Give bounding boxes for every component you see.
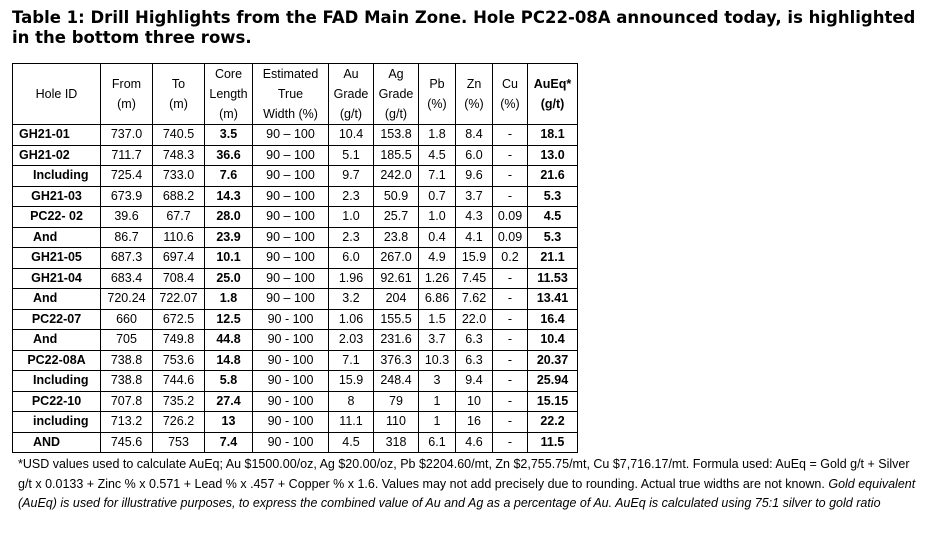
table-cell: 204 — [374, 289, 419, 310]
table-cell: 50.9 — [374, 186, 419, 207]
table-cell: 6.3 — [456, 330, 493, 351]
table-cell: 672.5 — [153, 309, 205, 330]
table-cell: - — [493, 268, 528, 289]
column-header-line: AuEq* — [533, 77, 572, 91]
column-header-line: Grade — [333, 87, 369, 101]
column-header-line: Core — [214, 67, 243, 81]
table-cell: 14.8 — [205, 350, 253, 371]
table-header-row — [13, 64, 578, 125]
table-cell: 749.8 — [153, 330, 205, 351]
table-cell: 6.0 — [329, 248, 374, 269]
table-cell: 726.2 — [153, 412, 205, 433]
table-cell: 6.86 — [419, 289, 456, 310]
hole-id-cell: GH21-04 — [13, 268, 101, 289]
table-cell: 11.53 — [528, 268, 578, 289]
table-cell: - — [493, 350, 528, 371]
column-header-line: Hole ID — [35, 87, 78, 101]
table-cell: 705 — [101, 330, 153, 351]
table-cell: 318 — [374, 432, 419, 453]
column-header-line: (m) — [117, 97, 136, 111]
table-cell: 11.5 — [528, 432, 578, 453]
table-cell: 22.2 — [528, 412, 578, 433]
column-header — [153, 64, 205, 125]
hole-id-cell: including — [13, 412, 101, 433]
column-header-line: (m) — [219, 107, 238, 121]
table-cell: - — [493, 371, 528, 392]
hole-id-cell: GH21-05 — [13, 248, 101, 269]
hole-id-cell: Including — [13, 371, 101, 392]
table-cell: 16 — [456, 412, 493, 433]
table-cell: 13.0 — [528, 145, 578, 166]
table-cell: - — [493, 145, 528, 166]
table-cell: 155.5 — [374, 309, 419, 330]
table-row — [13, 412, 578, 433]
table-cell: 231.6 — [374, 330, 419, 351]
table-row — [13, 207, 578, 228]
table-cell: - — [493, 432, 528, 453]
table-cell: 1 — [419, 391, 456, 412]
table-cell: 737.0 — [101, 125, 153, 146]
hole-id-cell: PC22-07 — [13, 309, 101, 330]
table-cell: 27.4 — [205, 391, 253, 412]
table-cell: - — [493, 289, 528, 310]
table-cell: 738.8 — [101, 350, 153, 371]
table-cell: 7.6 — [205, 166, 253, 187]
table-cell: 25.94 — [528, 371, 578, 392]
table-cell: 90 – 100 — [253, 207, 329, 228]
table-cell: 0.2 — [493, 248, 528, 269]
table-cell: - — [493, 330, 528, 351]
table-cell: 15.9 — [456, 248, 493, 269]
table-row — [13, 289, 578, 310]
table-cell: 753 — [153, 432, 205, 453]
table-cell: 86.7 — [101, 227, 153, 248]
table-cell: 6.3 — [456, 350, 493, 371]
table-cell: 722.07 — [153, 289, 205, 310]
table-body — [13, 125, 578, 453]
table-cell: 90 - 100 — [253, 371, 329, 392]
table-cell: 90 - 100 — [253, 432, 329, 453]
table-cell: 0.4 — [419, 227, 456, 248]
table-row — [13, 371, 578, 392]
table-cell: 1.5 — [419, 309, 456, 330]
column-header-line: Zn — [466, 77, 482, 91]
table-cell: 687.3 — [101, 248, 153, 269]
table-cell: 90 – 100 — [253, 289, 329, 310]
table-cell: 90 - 100 — [253, 330, 329, 351]
table-cell: 9.4 — [456, 371, 493, 392]
hole-id-cell: GH21-01 — [13, 125, 101, 146]
table-cell: 16.4 — [528, 309, 578, 330]
table-cell: 7.45 — [456, 268, 493, 289]
table-cell: 23.9 — [205, 227, 253, 248]
table-cell: 92.61 — [374, 268, 419, 289]
table-cell: 36.6 — [205, 145, 253, 166]
table-cell: 18.1 — [528, 125, 578, 146]
table-cell: 242.0 — [374, 166, 419, 187]
table-cell: 3.5 — [205, 125, 253, 146]
table-cell: 20.37 — [528, 350, 578, 371]
table-cell: 10.1 — [205, 248, 253, 269]
table-cell: 5.3 — [528, 227, 578, 248]
table-cell: 23.8 — [374, 227, 419, 248]
table-cell: 10.4 — [528, 330, 578, 351]
table-cell: 7.1 — [419, 166, 456, 187]
table-row — [13, 350, 578, 371]
table-cell: 745.6 — [101, 432, 153, 453]
footnote-text: *USD values used to calculate AuEq; Au $1500.00/oz, Ag $20.00/oz, Pb $2204.60/mt, Zn $2,755.75/mt, Cu $7,716.17/mt. Formula used: AuEq = Gold g/t + Silver g/t x 0.0133 + Zinc % x 0.571 + Lead % x .457 + Copper % x 1.6. Values may not add precisely due to rounding. Actual true widths are not known. — [18, 457, 910, 491]
table-cell: 1.26 — [419, 268, 456, 289]
table-cell: 10 — [456, 391, 493, 412]
table-cell: 735.2 — [153, 391, 205, 412]
hole-id-cell: GH21-03 — [13, 186, 101, 207]
table-cell: 153.8 — [374, 125, 419, 146]
table-cell: 733.0 — [153, 166, 205, 187]
table-cell: 2.3 — [329, 186, 374, 207]
table-cell: - — [493, 186, 528, 207]
table-cell: 10.4 — [329, 125, 374, 146]
table-title: Table 1: Drill Highlights from the FAD Main Zone. Hole PC22-08A announced today, is highlighted in the bottom three rows. — [12, 8, 916, 47]
hole-id-cell: And — [13, 289, 101, 310]
footnote — [18, 455, 918, 514]
hole-id-cell: Including — [13, 166, 101, 187]
table-cell: 11.1 — [329, 412, 374, 433]
table-cell: 1.06 — [329, 309, 374, 330]
table-cell: 39.6 — [101, 207, 153, 228]
column-header-line: From — [111, 77, 142, 91]
column-header — [374, 64, 419, 125]
table-cell: 7.1 — [329, 350, 374, 371]
table-cell: 185.5 — [374, 145, 419, 166]
column-header-line: Width (%) — [263, 107, 318, 121]
table-cell: 4.3 — [456, 207, 493, 228]
table-cell: 8 — [329, 391, 374, 412]
column-header-line: To — [171, 77, 186, 91]
table-cell: 15.9 — [329, 371, 374, 392]
table-cell: 3.2 — [329, 289, 374, 310]
hole-id-cell: PC22-10 — [13, 391, 101, 412]
column-header-line: (%) — [464, 97, 484, 111]
table-cell: 90 - 100 — [253, 309, 329, 330]
table-cell: 21.1 — [528, 248, 578, 269]
table-cell: 660 — [101, 309, 153, 330]
table-cell: 713.2 — [101, 412, 153, 433]
table-cell: 13 — [205, 412, 253, 433]
table-cell: 1.8 — [205, 289, 253, 310]
hole-id-cell: And — [13, 227, 101, 248]
column-header — [528, 64, 578, 125]
table-cell: 90 - 100 — [253, 391, 329, 412]
table-cell: 248.4 — [374, 371, 419, 392]
table-cell: 5.3 — [528, 186, 578, 207]
table-cell: 25.0 — [205, 268, 253, 289]
table-cell: 0.09 — [493, 207, 528, 228]
table-cell: 711.7 — [101, 145, 153, 166]
table-cell: 7.62 — [456, 289, 493, 310]
table-cell: 90 - 100 — [253, 412, 329, 433]
table-cell: 1.8 — [419, 125, 456, 146]
column-header — [13, 64, 101, 125]
table-cell: 267.0 — [374, 248, 419, 269]
column-header-line: Au — [343, 67, 359, 81]
table-cell: 738.8 — [101, 371, 153, 392]
table-cell: 9.6 — [456, 166, 493, 187]
table-row — [13, 125, 578, 146]
table-cell: 708.4 — [153, 268, 205, 289]
table-cell: 13.41 — [528, 289, 578, 310]
table-cell: 744.6 — [153, 371, 205, 392]
table-cell: 0.09 — [493, 227, 528, 248]
footnote-italic: Gold equivalent (AuEq) is used for illustrative purposes, to express the combined value of Au and Ag as a percentage of Au. AuEq is calculated using 75:1 silver to gold ratio — [18, 476, 916, 510]
column-header-line: (m) — [169, 97, 188, 111]
column-header-line: (%) — [427, 97, 447, 111]
column-header-line: Grade — [378, 87, 414, 101]
table-cell: 376.3 — [374, 350, 419, 371]
table-cell: 4.9 — [419, 248, 456, 269]
table-row — [13, 330, 578, 351]
table-cell: 740.5 — [153, 125, 205, 146]
column-header-line: (g/t) — [540, 97, 565, 111]
table-cell: 4.5 — [419, 145, 456, 166]
table-row — [13, 248, 578, 269]
table-cell: 90 – 100 — [253, 145, 329, 166]
column-header — [419, 64, 456, 125]
column-header — [253, 64, 329, 125]
table-cell: 3.7 — [456, 186, 493, 207]
table-cell: 5.1 — [329, 145, 374, 166]
table-cell: 67.7 — [153, 207, 205, 228]
column-header — [205, 64, 253, 125]
column-header-line: Ag — [388, 67, 404, 81]
table-cell: 25.7 — [374, 207, 419, 228]
table-cell: 4.5 — [329, 432, 374, 453]
table-cell: 707.8 — [101, 391, 153, 412]
table-cell: 1.0 — [329, 207, 374, 228]
table-cell: 725.4 — [101, 166, 153, 187]
table-cell: 720.24 — [101, 289, 153, 310]
table-cell: - — [493, 412, 528, 433]
table-cell: 3 — [419, 371, 456, 392]
table-cell: 697.4 — [153, 248, 205, 269]
table-cell: 90 – 100 — [253, 186, 329, 207]
table-cell: 3.7 — [419, 330, 456, 351]
table-row — [13, 432, 578, 453]
table-cell: 8.4 — [456, 125, 493, 146]
table-row — [13, 268, 578, 289]
table-cell: 2.3 — [329, 227, 374, 248]
table-cell: 4.6 — [456, 432, 493, 453]
hole-id-cell: And — [13, 330, 101, 351]
column-header — [493, 64, 528, 125]
column-header-line: True — [277, 87, 304, 101]
table-cell: 7.4 — [205, 432, 253, 453]
column-header-line: Cu — [502, 77, 518, 91]
table-cell: 1 — [419, 412, 456, 433]
table-cell: 12.5 — [205, 309, 253, 330]
table-cell: 0.7 — [419, 186, 456, 207]
table-row — [13, 309, 578, 330]
column-header — [101, 64, 153, 125]
table-cell: - — [493, 125, 528, 146]
table-cell: 688.2 — [153, 186, 205, 207]
column-header — [456, 64, 493, 125]
table-row — [13, 227, 578, 248]
table-cell: - — [493, 309, 528, 330]
table-cell: 90 – 100 — [253, 166, 329, 187]
table-cell: 22.0 — [456, 309, 493, 330]
table-cell: 90 – 100 — [253, 268, 329, 289]
table-cell: 21.6 — [528, 166, 578, 187]
table-cell: 753.6 — [153, 350, 205, 371]
hole-id-cell: GH21-02 — [13, 145, 101, 166]
table-cell: 110 — [374, 412, 419, 433]
table-cell: 79 — [374, 391, 419, 412]
table-cell: 1.96 — [329, 268, 374, 289]
table-cell: 15.15 — [528, 391, 578, 412]
table-row — [13, 186, 578, 207]
table-cell: 4.5 — [528, 207, 578, 228]
hole-id-cell: AND — [13, 432, 101, 453]
table-cell: 90 – 100 — [253, 248, 329, 269]
column-header-line: (%) — [500, 97, 520, 111]
hole-id-cell: PC22-08A — [13, 350, 101, 371]
table-row — [13, 166, 578, 187]
column-header-line: Estimated — [262, 67, 319, 81]
table-cell: - — [493, 391, 528, 412]
column-header-line: Length — [209, 87, 248, 101]
hole-id-cell: PC22- 02 — [13, 207, 101, 228]
table-cell: 6.0 — [456, 145, 493, 166]
table-cell: 44.8 — [205, 330, 253, 351]
table-cell: 9.7 — [329, 166, 374, 187]
table-cell: 1.0 — [419, 207, 456, 228]
table-cell: 2.03 — [329, 330, 374, 351]
table-row — [13, 145, 578, 166]
table-cell: 748.3 — [153, 145, 205, 166]
drill-highlights-table — [12, 63, 578, 453]
table-cell: 90 – 100 — [253, 125, 329, 146]
table-cell: 90 - 100 — [253, 350, 329, 371]
table-cell: 683.4 — [101, 268, 153, 289]
table-cell: 10.3 — [419, 350, 456, 371]
column-header-line: Pb — [429, 77, 445, 91]
table-cell: 6.1 — [419, 432, 456, 453]
table-cell: 14.3 — [205, 186, 253, 207]
table-row — [13, 391, 578, 412]
table-cell: 90 – 100 — [253, 227, 329, 248]
column-header-line: (g/t) — [339, 107, 363, 121]
column-header — [329, 64, 374, 125]
table-cell: 4.1 — [456, 227, 493, 248]
table-cell: 28.0 — [205, 207, 253, 228]
column-header-line: (g/t) — [384, 107, 408, 121]
table-cell: 110.6 — [153, 227, 205, 248]
table-cell: - — [493, 166, 528, 187]
table-cell: 673.9 — [101, 186, 153, 207]
table-cell: 5.8 — [205, 371, 253, 392]
